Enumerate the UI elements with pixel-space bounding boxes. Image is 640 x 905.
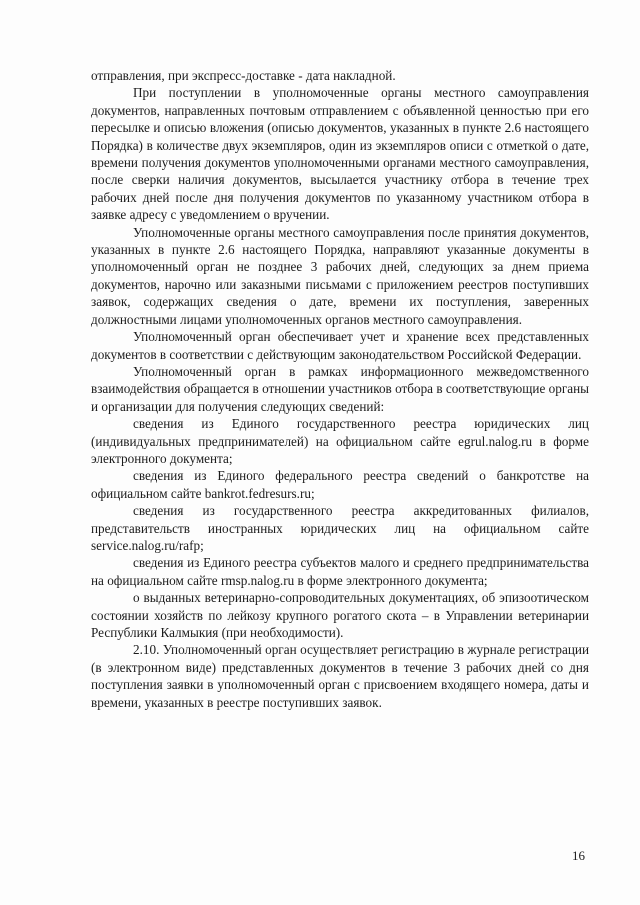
paragraph-local-authorities: Уполномоченные органы местного самоуправления после принятия документов, указанных в пункте 2.6 настоящего Порядка, направляют указанные документы в уполномоченный орган не позднее 3 рабочих дней, следующих за днем приема документов, нарочно или заказными письмами с приложением реестров поступивших заявок, содержащих сведения о дате, времени их поступления, заверенных должностными лицами уполномоченных органов местного самоуправления. [91, 224, 589, 327]
list-item-veterinary: о выданных ветеринарно-сопроводительных документациях, об эпизоотическом состоянии хозяйств по лейкозу крупного рогатого скота – в Управлении ветеринарии Республики Калмыкия (при необходимости). [91, 590, 589, 640]
page-number: 16 [572, 848, 585, 863]
list-item-egrul: сведения из Единого государственного реестра юридических лиц (индивидуальных предпринимателей) на официальном сайте egrul.nalog.ru в форме электронного документа; [91, 416, 589, 466]
document-body [91, 67, 589, 711]
list-item-rmsp: сведения из Единого реестра субъектов малого и среднего предпринимательства на официальном сайте rmsp.nalog.ru в форме электронного документа; [91, 555, 589, 588]
list-item-bankrot: сведения из Единого федерального реестра сведений о банкротстве на официальном сайте bankrot.fedresurs.ru; [91, 468, 589, 501]
paragraph-registration: 2.10. Уполномоченный орган осуществляет регистрацию в журнале регистрации (в электронном виде) представленных документов в течение 3 рабочих дней со дня поступления заявки в уполномоченный орган с присвоением входящего номера, даты и времени, указанных в реестре поступивших заявок. [91, 642, 589, 710]
paragraph-storage: Уполномоченный орган обеспечивает учет и хранение всех представленных документов в соответствии с действующим законодательством Российской Федерации. [91, 329, 589, 362]
paragraph-continuation: отправления, при экспресс-доставке - дата накладной. [91, 68, 396, 83]
list-item-rafp: сведения из государственного реестра аккредитованных филиалов, представительств иностранных юридических лиц на официальном сайте service.nalog.ru/rafp; [91, 503, 589, 553]
paragraph-mail-receipt: При поступлении в уполномоченные органы местного самоуправления документов, направленных почтовым отправлением с объявленной ценностью при его пересылке и описью вложения (описью документов, указанных в пункте 2.6 настоящего Порядка) в количестве двух экземпляров, один из экземпляров описи с отметкой о дате, времени получения документов уполномоченными органами местного самоуправления, после сверки наличия документов, высылается участнику отбора в течение трех рабочих дней после дня получения документов по указанному участником отбора в заявке адресу с уведомлением о вручении. [91, 85, 589, 223]
paragraph-interagency: Уполномоченный орган в рамках информационного межведомственного взаимодействия обращается в отношении участников отбора в соответствующие органы и организации для получения следующих сведений: [91, 363, 589, 414]
